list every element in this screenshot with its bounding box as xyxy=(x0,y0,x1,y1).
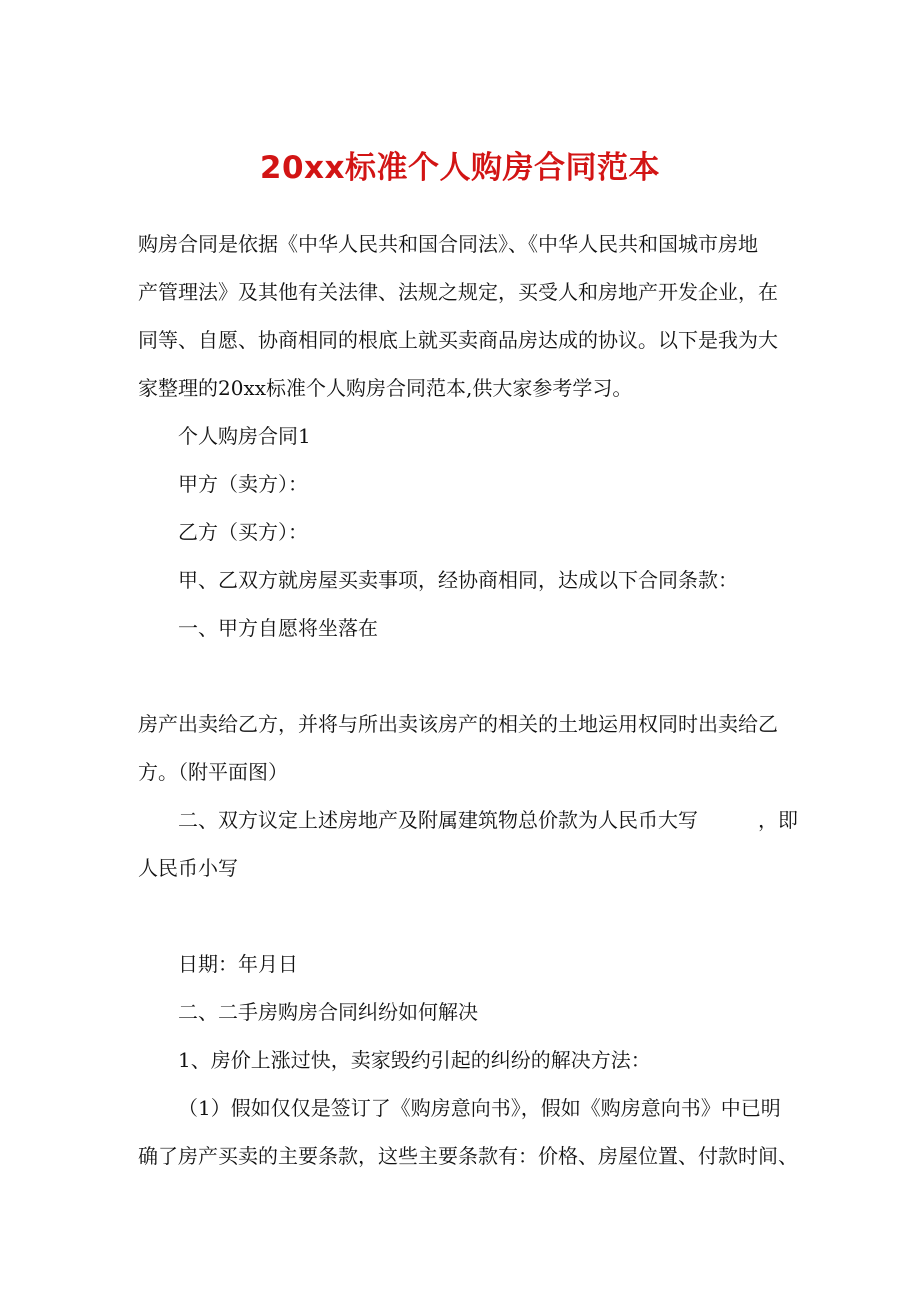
sub-point-1-line-1: （1）假如仅仅是签订了《购房意向书》，假如《购房意向书》中已明 xyxy=(178,1096,781,1120)
point-1: 1、房价上涨过快，卖家毁约引起的纠纷的解决方法： xyxy=(178,1048,651,1072)
clause2-line-1: 二、双方议定上述房地产及附属建筑物总价款为人民币大写 ，即 xyxy=(178,808,798,832)
intro-line-3: 同等、自愿、协商相同的根底上就买卖商品房达成的协议。以下是我为大 xyxy=(138,328,778,352)
party-a-line: 甲方（卖方）： xyxy=(178,472,308,496)
date-line: 日期：年月日 xyxy=(178,952,298,976)
clause1-line-1: 房产出卖给乙方，并将与所出卖该房产的相关的土地运用权同时出卖给乙 xyxy=(138,712,778,736)
party-b-line: 乙方（买方）： xyxy=(178,520,308,544)
sub-point-1-line-2: 确了房产买卖的主要条款，这些主要条款有：价格、房屋位置、付款时间、 xyxy=(138,1144,798,1168)
intro-line-4: 家整理的20xx标准个人购房合同范本,供大家参考学习。 xyxy=(138,376,633,400)
clause1-line-2: 方。（附平面图） xyxy=(138,760,288,784)
document-title: 20xx标准个人购房合同范本 xyxy=(259,150,661,186)
clause2-line-2: 人民币小写 xyxy=(138,856,238,880)
section2-heading: 二、二手房购房合同纠纷如何解决 xyxy=(178,1000,478,1024)
contract-heading: 个人购房合同1 xyxy=(178,424,311,448)
intro-line-2: 产管理法》及其他有关法律、法规之规定，买受人和房地产开发企业，在 xyxy=(138,280,778,304)
intro-line-1: 购房合同是依据《中华人民共和国合同法》、《中华人民共和国城市房地 xyxy=(138,232,758,256)
agreement-line: 甲、乙双方就房屋买卖事项，经协商相同，达成以下合同条款： xyxy=(178,568,738,592)
clause1-start: 一、甲方自愿将坐落在 xyxy=(178,616,378,640)
